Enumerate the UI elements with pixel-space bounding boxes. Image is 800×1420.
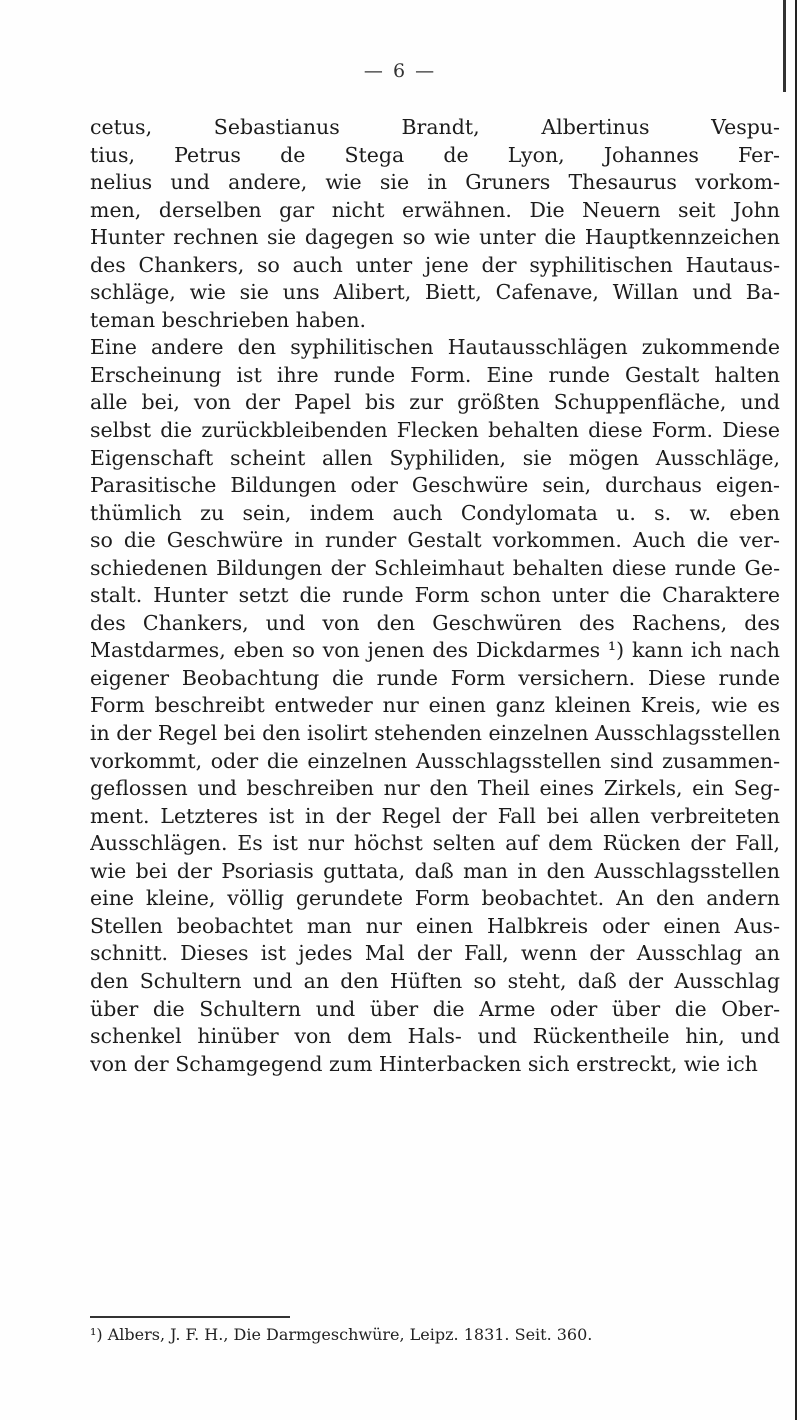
- text-line: schnitt. Dieses ist jedes Mal der Fall, wenn der Ausschlag an: [90, 941, 780, 966]
- text-line: ment. Letzteres ist in der Regel der Fall bei allen verbreiteten: [90, 803, 780, 828]
- text-line: Eine andere den syphilitischen Hautausschlägen zukommende: [90, 335, 780, 360]
- text-line: vorkommt, oder die einzelnen Ausschlagsstellen sind zusammen-: [90, 748, 780, 773]
- page-number: — 6 —: [363, 60, 437, 82]
- text-line: alle bei, von der Papel bis zur größten Schuppenfläche, und: [90, 390, 780, 415]
- text-line: selbst die zurückbleibenden Flecken behalten diese Form. Diese: [90, 418, 780, 443]
- text-line: in der Regel bei den isolirt stehenden einzelnen Ausschlagsstellen: [90, 721, 780, 746]
- text-line: eigener Beobachtung die runde Form versichern. Diese runde: [90, 665, 780, 690]
- text-line: Parasitische Bildungen oder Geschwüre sein, durchaus eigen-: [90, 473, 780, 498]
- text-line: schenkel hinüber von dem Hals- und Rückentheile hin, und: [90, 1024, 780, 1049]
- text-line: Mastdarmes, eben so von jenen des Dickdarmes ¹) kann ich nach: [90, 638, 780, 663]
- text-line: Form beschreibt entweder nur einen ganz kleinen Kreis, wie es: [90, 693, 780, 718]
- text-line: men, derselben gar nicht erwähnen. Die Neuern seit John: [90, 197, 780, 222]
- text-line: stalt. Hunter setzt die runde Form schon unter die Charaktere: [90, 583, 780, 608]
- text-line: Erscheinung ist ihre runde Form. Eine runde Gestalt halten: [90, 362, 780, 387]
- text-line: Stellen beobachtet man nur einen Halbkreis oder einen Aus-: [90, 913, 780, 938]
- body-text: [90, 114, 780, 1078]
- text-line: geflossen und beschreiben nur den Theil eines Zirkels, ein Seg-: [90, 776, 780, 801]
- text-line: des Chankers, und von den Geschwüren des Rachens, des: [90, 610, 780, 635]
- page-edge-line: [795, 0, 797, 1420]
- text-line: über die Schultern und über die Arme oder über die Ober-: [90, 996, 780, 1021]
- text-line: den Schultern und an den Hüften so steht, daß der Ausschlag: [90, 968, 780, 993]
- text-line: thümlich zu sein, indem auch Condylomata u. s. w. eben: [90, 500, 780, 525]
- text-line: so die Geschwüre in runder Gestalt vorkommen. Auch die ver-: [90, 528, 780, 553]
- footnote: ¹) Albers, J. F. H., Die Darmgeschwüre, Leipz. 1831. Seit. 360.: [90, 1325, 593, 1344]
- text-line: eine kleine, völlig gerundete Form beobachtet. An den andern: [90, 886, 780, 911]
- text-line: cetus, Sebastianus Brandt, Albertinus Vespu-: [90, 115, 780, 139]
- text-line: des Chankers, so auch unter jene der syphilitischen Hautaus-: [90, 252, 780, 277]
- text-line: teman beschrieben haben.: [90, 307, 367, 332]
- text-line: wie bei der Psoriasis guttata, daß man in den Ausschlagsstellen: [90, 858, 780, 883]
- text-line: von der Schamgegend zum Hinterbacken sich erstreckt, wie ich: [90, 1051, 758, 1076]
- text-line: Eigenschaft scheint allen Syphiliden, sie mögen Ausschläge,: [90, 445, 780, 470]
- text-line: schiedenen Bildungen der Schleimhaut behalten diese runde Ge-: [90, 555, 780, 580]
- footnote-separator: [90, 1316, 290, 1318]
- text-line: tius, Petrus de Stega de Lyon, Johannes Fer-: [90, 142, 780, 167]
- text-line: schläge, wie sie uns Alibert, Biett, Cafenave, Willan und Ba-: [90, 280, 780, 305]
- text-line: Ausschlägen. Es ist nur höchst selten auf dem Rücken der Fall,: [90, 831, 780, 856]
- text-line: Hunter rechnen sie dagegen so wie unter die Hauptkennzeichen: [90, 225, 780, 250]
- text-line: nelius und andere, wie sie in Gruners Thesaurus vorkom-: [90, 170, 780, 195]
